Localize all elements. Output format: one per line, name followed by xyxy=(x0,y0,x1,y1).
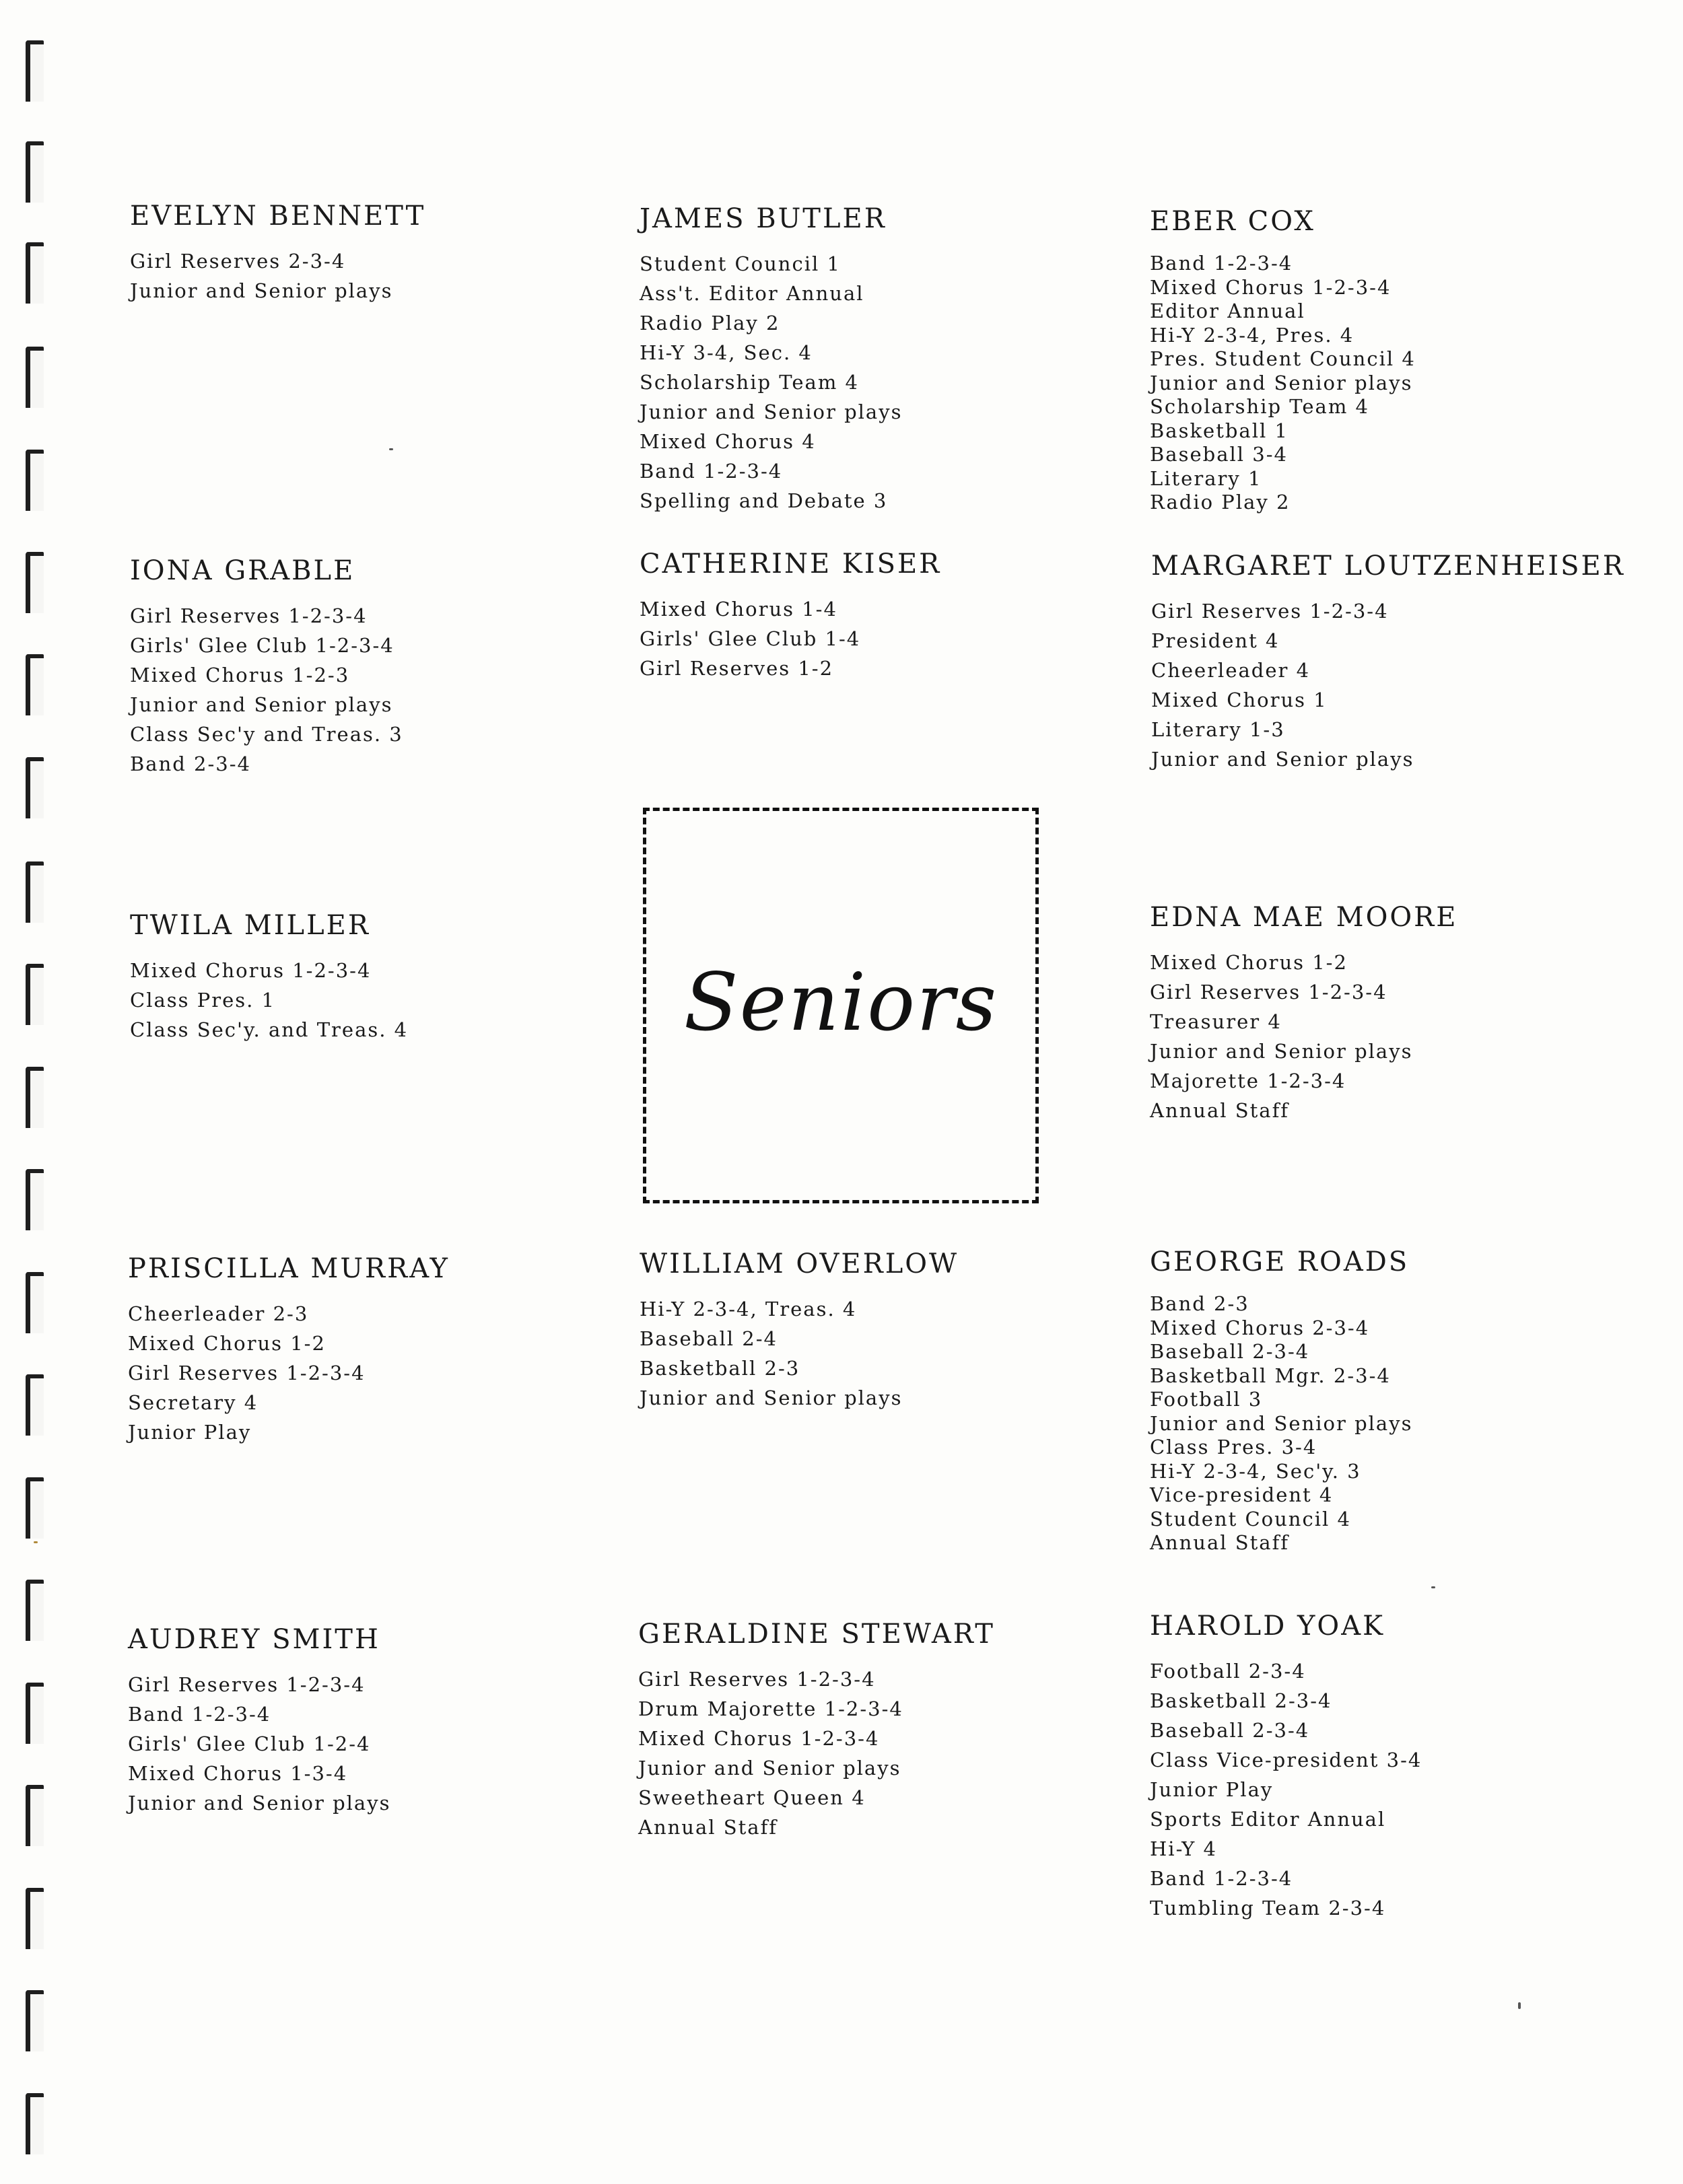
activity-list xyxy=(1150,948,1581,1125)
activity-item: Junior and Senior plays xyxy=(128,1792,391,1815)
senior-entry xyxy=(1150,902,1581,1125)
activity-list xyxy=(638,1664,1069,1842)
binder-hole xyxy=(26,1683,44,1744)
activity-item: Literary 1-3 xyxy=(1151,718,1285,741)
activity-item: Secretary 4 xyxy=(128,1391,259,1414)
activity-item: Junior and Senior plays xyxy=(1151,748,1414,771)
section-title: Seniors xyxy=(683,956,998,1049)
activity-item: Girl Reserves 1-2-3-4 xyxy=(128,1673,366,1696)
senior-entry xyxy=(1150,1611,1581,1923)
activity-item: Junior and Senior plays xyxy=(638,1757,901,1780)
binder-hole xyxy=(26,1067,44,1128)
activity-item: Band 2-3-4 xyxy=(130,752,252,775)
activity-item: Sports Editor Annual xyxy=(1150,1808,1386,1831)
binder-hole xyxy=(26,1272,44,1333)
activity-item: Majorette 1-2-3-4 xyxy=(1150,1069,1346,1092)
activity-item: Mixed Chorus 2-3-4 xyxy=(1150,1316,1370,1339)
binder-hole xyxy=(26,861,44,923)
activity-item: Junior Play xyxy=(128,1421,252,1444)
binder-hole xyxy=(26,242,44,304)
activity-item: Editor Annual xyxy=(1150,300,1305,322)
activity-item: Mixed Chorus 1-2-3-4 xyxy=(638,1727,880,1750)
binder-hole xyxy=(26,141,44,203)
activity-item: Junior and Senior plays xyxy=(1150,371,1413,394)
student-name: EDNA MAE MOORE xyxy=(1150,902,1458,933)
seniors-title-frame xyxy=(643,808,1039,1203)
print-speck xyxy=(1431,1586,1435,1588)
student-name: PRISCILLA MURRAY xyxy=(128,1253,450,1284)
activity-item: Hi-Y 3-4, Sec. 4 xyxy=(640,341,813,364)
activity-item: Cheerleader 2-3 xyxy=(128,1302,309,1325)
activity-list xyxy=(130,246,561,306)
activity-item: Baseball 3-4 xyxy=(1150,443,1288,466)
activity-item: Junior and Senior plays xyxy=(1150,1040,1413,1063)
student-name: MARGARET LOUTZENHEISER xyxy=(1151,551,1625,582)
activity-item: Junior and Senior plays xyxy=(130,279,393,302)
activity-item: Scholarship Team 4 xyxy=(1150,395,1369,418)
senior-entry xyxy=(128,1624,559,1818)
activity-item: Mixed Chorus 1-2-3-4 xyxy=(1150,275,1392,299)
senior-entry xyxy=(640,1248,1070,1413)
binder-hole xyxy=(26,1477,44,1539)
binder-hole xyxy=(26,1580,44,1641)
activity-item: Mixed Chorus 4 xyxy=(640,430,816,453)
activity-item: Band 1-2-3-4 xyxy=(128,1703,271,1726)
activity-item: Student Council 1 xyxy=(640,252,841,275)
activity-item: Band 1-2-3-4 xyxy=(1150,252,1293,275)
activity-item: Hi-Y 2-3-4, Pres. 4 xyxy=(1150,323,1354,347)
activity-item: Junior and Senior plays xyxy=(640,400,903,423)
activity-item: Basketball 2-3 xyxy=(640,1357,800,1380)
activity-item: Basketball 1 xyxy=(1150,419,1289,442)
activity-list xyxy=(640,1294,1070,1413)
activity-item: Annual Staff xyxy=(1150,1099,1290,1122)
student-name: HAROLD YOAK xyxy=(1150,1611,1385,1642)
activity-item: Baseball 2-3-4 xyxy=(1150,1340,1310,1363)
activity-item: Basketball Mgr. 2-3-4 xyxy=(1150,1364,1391,1387)
activity-item: Class Sec'y. and Treas. 4 xyxy=(130,1018,409,1041)
activity-item: Treasurer 4 xyxy=(1150,1010,1282,1033)
activity-list xyxy=(640,594,1070,683)
print-speck xyxy=(34,1541,38,1543)
senior-entry xyxy=(130,555,561,779)
activity-item: Hi-Y 4 xyxy=(1150,1837,1217,1860)
activity-list xyxy=(130,956,561,1045)
activity-item: Mixed Chorus 1-4 xyxy=(640,598,837,621)
activity-item: Band 1-2-3-4 xyxy=(640,460,783,483)
print-speck xyxy=(1518,2002,1521,2009)
activity-item: Football 3 xyxy=(1150,1388,1263,1411)
binder-hole xyxy=(26,1169,44,1230)
activity-item: Junior and Senior plays xyxy=(640,1386,903,1409)
activity-item: Vice-president 4 xyxy=(1150,1483,1334,1506)
student-name: AUDREY SMITH xyxy=(128,1624,380,1655)
activity-item: Girl Reserves 1-2-3-4 xyxy=(128,1362,366,1384)
activity-item: Girl Reserves 1-2-3-4 xyxy=(638,1668,876,1691)
activity-item: Girl Reserves 1-2-3-4 xyxy=(1151,600,1389,623)
senior-entry xyxy=(640,203,1070,516)
binder-hole xyxy=(26,654,44,715)
activity-item: Class Vice-president 3-4 xyxy=(1150,1749,1422,1771)
activity-item: President 4 xyxy=(1151,629,1280,652)
student-name: JAMES BUTLER xyxy=(640,203,887,234)
print-speck xyxy=(389,448,393,450)
activity-item: Hi-Y 2-3-4, Sec'y. 3 xyxy=(1150,1459,1361,1483)
activity-item: Hi-Y 2-3-4, Treas. 4 xyxy=(640,1298,857,1320)
activity-item: Mixed Chorus 1-2-3-4 xyxy=(130,959,372,982)
activity-item: Junior and Senior plays xyxy=(1150,1411,1413,1435)
activity-item: Class Pres. 3-4 xyxy=(1150,1436,1317,1458)
senior-entry xyxy=(1150,1246,1581,1555)
activity-item: Girl Reserves 1-2 xyxy=(640,657,834,680)
activity-item: Mixed Chorus 1 xyxy=(1151,689,1328,711)
binder-hole xyxy=(26,964,44,1025)
senior-entry xyxy=(638,1619,1069,1842)
activity-item: Girls' Glee Club 1-4 xyxy=(640,627,861,650)
senior-entry xyxy=(640,549,1070,683)
binder-hole xyxy=(26,450,44,511)
senior-entry xyxy=(130,910,561,1045)
activity-item: Annual Staff xyxy=(1150,1531,1290,1554)
student-name: CATHERINE KISER xyxy=(640,549,942,579)
activity-item: Band 1-2-3-4 xyxy=(1150,1867,1293,1890)
activity-item: Mixed Chorus 1-3-4 xyxy=(128,1762,348,1785)
binder-hole xyxy=(26,1990,44,2051)
activity-list xyxy=(130,601,561,779)
binder-hole xyxy=(26,2093,44,2154)
activity-item: Girl Reserves 1-2-3-4 xyxy=(130,604,368,627)
student-name: GERALDINE STEWART xyxy=(638,1619,995,1650)
activity-list xyxy=(1150,1292,1581,1555)
binder-hole xyxy=(26,1374,44,1436)
activity-item: Scholarship Team 4 xyxy=(640,371,859,394)
activity-list xyxy=(1150,252,1581,515)
binder-hole xyxy=(26,1785,44,1846)
activity-item: Girl Reserves 2-3-4 xyxy=(130,250,346,273)
activity-list xyxy=(1150,1656,1581,1923)
activity-item: Baseball 2-3-4 xyxy=(1150,1719,1310,1742)
binder-hole xyxy=(26,757,44,818)
activity-item: Junior Play xyxy=(1150,1778,1274,1801)
student-name: TWILA MILLER xyxy=(130,910,370,941)
activity-item: Junior and Senior plays xyxy=(130,693,393,716)
activity-item: Spelling and Debate 3 xyxy=(640,489,888,512)
activity-item: Sweetheart Queen 4 xyxy=(638,1786,866,1809)
activity-item: Ass't. Editor Annual xyxy=(640,282,864,305)
activity-item: Cheerleader 4 xyxy=(1151,659,1311,682)
activity-item: Band 2-3 xyxy=(1150,1292,1249,1315)
senior-entry xyxy=(128,1253,559,1447)
binder-hole xyxy=(26,1888,44,1949)
activity-item: Mixed Chorus 1-2-3 xyxy=(130,664,350,686)
activity-item: Girls' Glee Club 1-2-4 xyxy=(128,1732,371,1755)
activity-item: Radio Play 2 xyxy=(640,312,780,334)
activity-item: Mixed Chorus 1-2 xyxy=(128,1332,326,1355)
activity-item: Literary 1 xyxy=(1150,466,1262,490)
binder-hole xyxy=(26,40,44,102)
activity-list xyxy=(128,1670,559,1818)
student-name: IONA GRABLE xyxy=(130,555,355,586)
activity-item: Pres. Student Council 4 xyxy=(1150,347,1416,370)
activity-list xyxy=(640,249,1070,516)
activity-list xyxy=(1151,596,1582,774)
activity-item: Class Sec'y and Treas. 3 xyxy=(130,723,403,746)
activity-item: Drum Majorette 1-2-3-4 xyxy=(638,1697,903,1720)
activity-item: Girls' Glee Club 1-2-3-4 xyxy=(130,634,394,657)
activity-item: Football 2-3-4 xyxy=(1150,1660,1306,1683)
binder-hole xyxy=(26,347,44,408)
activity-item: Girl Reserves 1-2-3-4 xyxy=(1150,981,1387,1003)
activity-item: Mixed Chorus 1-2 xyxy=(1150,951,1348,974)
student-name: EBER COX xyxy=(1150,206,1315,237)
activity-item: Radio Play 2 xyxy=(1150,491,1291,514)
binder-hole xyxy=(26,552,44,613)
activity-list xyxy=(128,1299,559,1447)
student-name: GEORGE ROADS xyxy=(1150,1246,1410,1277)
activity-item: Annual Staff xyxy=(638,1816,778,1839)
senior-entry xyxy=(1151,551,1625,774)
senior-entry xyxy=(130,201,561,306)
activity-item: Tumbling Team 2-3-4 xyxy=(1150,1897,1386,1919)
activity-item: Baseball 2-4 xyxy=(640,1327,778,1350)
activity-item: Basketball 2-3-4 xyxy=(1150,1689,1332,1712)
activity-item: Student Council 4 xyxy=(1150,1507,1351,1530)
senior-entry xyxy=(1150,206,1581,515)
activity-item: Class Pres. 1 xyxy=(130,989,276,1012)
student-name: WILLIAM OVERLOW xyxy=(640,1248,959,1279)
student-name: EVELYN BENNETT xyxy=(130,201,426,232)
